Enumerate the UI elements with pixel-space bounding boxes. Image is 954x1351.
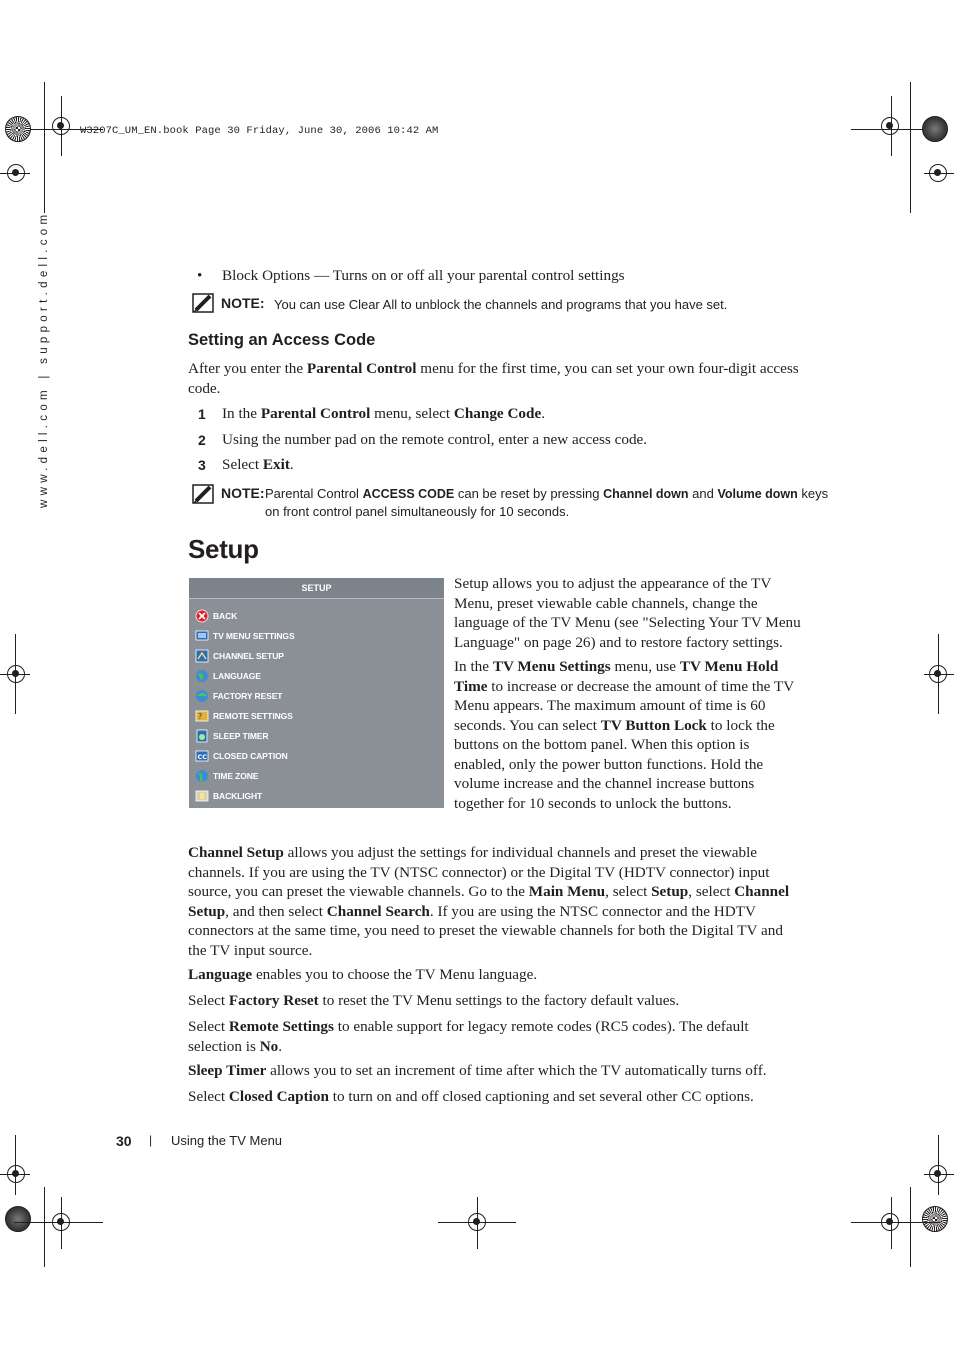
text-span: and xyxy=(688,486,718,501)
text-line: volume increase and the channel increase buttons xyxy=(454,775,755,792)
text-span: can be reset by pressing xyxy=(454,486,604,501)
sleep-timer-paragraph xyxy=(188,1061,767,1081)
bold-term: TV Menu Settings xyxy=(492,658,611,675)
text-span: menu for the first time, you can set your own four-digit access xyxy=(416,360,799,377)
registration-dial-icon xyxy=(922,1206,948,1232)
text-span: menu, select xyxy=(370,405,454,422)
bold-term: Channel xyxy=(734,883,790,900)
menu-item-label: TV MENU SETTINGS xyxy=(213,631,295,641)
text-span: , select xyxy=(605,883,652,900)
text-span: In the xyxy=(454,658,493,675)
registration-dial-icon xyxy=(5,1206,31,1232)
note-text xyxy=(265,485,828,521)
text-line: buttons on the bottom panel. When this option is xyxy=(454,736,750,753)
bold-term: Parental Control xyxy=(260,405,371,422)
print-header-stamp: W3207C_UM_EN.book Page 30 Friday, June 30, 2006 10:42 AM xyxy=(80,125,439,137)
crop-line xyxy=(924,173,954,174)
text-line: Language" on page 26) and to restore factory settings. xyxy=(454,633,783,651)
menu-item-label: REMOTE SETTINGS xyxy=(213,711,293,721)
step-number: 2 xyxy=(198,432,206,448)
text-span: After you enter the xyxy=(188,360,307,377)
registration-target-icon xyxy=(929,665,947,683)
registration-target-icon xyxy=(52,1213,70,1231)
registration-target-icon xyxy=(881,117,899,135)
menu-item-language xyxy=(193,668,441,686)
text-span: . xyxy=(278,1037,283,1055)
section-heading: Setting an Access Code xyxy=(188,331,376,349)
bold-term: Channel Setup xyxy=(188,844,284,861)
text-span: to reset the TV Menu settings to the factory default values. xyxy=(318,992,680,1009)
bold-term: ACCESS CODE xyxy=(362,487,455,501)
text-span: selection is xyxy=(188,1037,260,1055)
footer-section-title: Using the TV Menu xyxy=(171,1133,283,1148)
bold-term: Time xyxy=(454,677,488,695)
bold-term: TV Button Lock xyxy=(600,716,707,734)
registration-target-icon xyxy=(881,1213,899,1231)
registration-target-icon xyxy=(7,1165,25,1183)
text-line: channels. If you are using the TV (NTSC connector) or the Digital TV (HDTV connector) input xyxy=(188,863,770,881)
bullet-term: Block Options xyxy=(222,267,311,284)
crop-line xyxy=(910,82,911,213)
bullet-text: — Turns on or off all your parental control settings xyxy=(310,267,625,284)
note-text: You can use Clear All to unblock the channels and programs that you have set. xyxy=(274,297,728,312)
menu-item-label: CHANNEL SETUP xyxy=(213,651,284,661)
note-pencil-icon xyxy=(192,293,214,313)
text-span: In the xyxy=(222,405,261,422)
registration-target-icon xyxy=(52,117,70,135)
paragraph-intro xyxy=(188,359,799,398)
bold-term: Main Menu xyxy=(528,883,606,900)
note-label: NOTE: xyxy=(221,295,265,311)
channel-icon xyxy=(195,649,209,663)
note-pencil-icon xyxy=(192,484,214,504)
text-span: on front control panel simultaneously for 10 seconds. xyxy=(265,504,570,519)
step-number: 1 xyxy=(198,406,206,422)
text-span: Select xyxy=(222,456,263,473)
menu-item-label: BACKLIGHT xyxy=(213,791,263,801)
footer-separator: | xyxy=(149,1133,153,1147)
menu-item-sleep-timer xyxy=(193,728,441,746)
bullet-item xyxy=(222,266,625,286)
bold-term: Sleep Timer xyxy=(188,1062,267,1079)
closed-caption-paragraph xyxy=(188,1087,754,1107)
registration-target-icon xyxy=(929,1165,947,1183)
page-number: 30 xyxy=(116,1133,132,1149)
crop-line xyxy=(910,1187,911,1267)
bold-term: No xyxy=(259,1037,279,1055)
menu-item-closed-caption xyxy=(193,748,441,766)
tv-menu-icon xyxy=(195,629,209,643)
step-text xyxy=(222,455,294,475)
text-span: code. xyxy=(188,379,221,397)
factory-reset-paragraph xyxy=(188,991,679,1011)
menu-item-channel-setup xyxy=(193,648,441,666)
tv-menu-settings-description xyxy=(454,657,794,813)
reset-icon xyxy=(195,689,209,703)
text-span: Select xyxy=(188,992,229,1009)
note-label: NOTE: xyxy=(221,485,265,501)
backlight-icon xyxy=(195,789,209,803)
registration-target-icon xyxy=(7,665,25,683)
text-line: together for 10 seconds to unlock the buttons. xyxy=(454,794,732,812)
text-span: menu, use xyxy=(610,658,680,675)
registration-dial-icon xyxy=(5,116,31,142)
text-span: keys xyxy=(797,486,829,501)
bold-term: Setup xyxy=(651,883,689,900)
menu-item-label: SLEEP TIMER xyxy=(213,731,269,741)
crop-line xyxy=(44,1187,45,1267)
menu-title: SETUP xyxy=(189,578,444,599)
registration-dial-icon xyxy=(922,116,948,142)
section-heading-setup: Setup xyxy=(188,534,259,564)
text-span: to enable support for legacy remote codes (RC5 codes). The default xyxy=(333,1018,749,1035)
text-span: allows you adjust the settings for individual channels and preset the viewable xyxy=(283,844,758,861)
bold-term: Factory Reset xyxy=(228,992,319,1009)
text-span: to lock the xyxy=(706,716,775,734)
text-span: . If you are using the NTSC connector and the HDTV xyxy=(429,902,756,920)
bold-term: Channel Search xyxy=(326,902,430,920)
text-span: to increase or decrease the amount of time the TV xyxy=(487,677,795,695)
text-span: , and then select xyxy=(225,902,327,920)
bold-term: TV Menu Hold xyxy=(679,658,779,675)
bold-term: Setup xyxy=(188,902,226,920)
menu-item-label: LANGUAGE xyxy=(213,671,261,681)
crop-line xyxy=(0,173,30,174)
menu-item-factory-reset xyxy=(193,688,441,706)
text-line: Menu, preset viewable cable channels, change the xyxy=(454,594,758,612)
bold-term: Change Code xyxy=(453,405,542,422)
bullet-icon: • xyxy=(197,267,203,284)
text-span: source, you can preset the viewable channels. Go to the xyxy=(188,883,529,900)
text-line: the TV input source. xyxy=(188,941,313,959)
bold-term: Closed Caption xyxy=(228,1088,329,1105)
bold-term: Channel down xyxy=(603,487,689,501)
text-span: . xyxy=(289,456,294,473)
setup-menu-screenshot xyxy=(189,578,444,808)
menu-item-remote-settings xyxy=(193,708,441,726)
back-icon xyxy=(195,609,209,623)
globe-icon xyxy=(195,669,209,683)
text-span: Select xyxy=(188,1018,229,1035)
cc-icon xyxy=(195,749,209,763)
timer-icon xyxy=(195,729,209,743)
remote-icon xyxy=(195,709,209,723)
text-line: Menu appears. The maximum amount of time is 60 xyxy=(454,697,766,714)
text-span: Select xyxy=(188,1088,229,1105)
text-span: , select xyxy=(688,883,735,900)
remote-settings-paragraph xyxy=(188,1017,749,1056)
svg-text:CC: CC xyxy=(197,753,208,761)
bold-term: Exit xyxy=(262,456,290,473)
globe-icon xyxy=(195,769,209,783)
text-line: enabled, only the power button functions. Hold the xyxy=(454,755,764,773)
menu-item-label: TIME ZONE xyxy=(213,771,259,781)
text-span: enables you to choose the TV Menu language. xyxy=(252,966,538,983)
text-span: allows you to set an increment of time after which the TV automatically turns off. xyxy=(266,1062,767,1079)
menu-item-backlight xyxy=(193,788,441,806)
text-span: . xyxy=(541,405,546,422)
registration-target-icon xyxy=(468,1213,486,1231)
menu-item-label: CLOSED CAPTION xyxy=(213,751,288,761)
text-line: connectors at the same time, you need to preset the viewable channels for both the Digital TV and xyxy=(188,922,783,939)
menu-item-label: BACK xyxy=(213,611,238,621)
language-paragraph xyxy=(188,965,537,985)
text-line: language of the TV Menu (see "Selecting Your TV Menu xyxy=(454,614,801,631)
crop-line xyxy=(44,82,45,213)
setup-description xyxy=(454,574,801,652)
step-number: 3 xyxy=(198,457,206,473)
channel-setup-paragraph xyxy=(188,843,789,960)
text-span: seconds. You can select xyxy=(454,716,601,734)
bold-term: Language xyxy=(188,966,253,983)
text-span: to turn on and off closed captioning and set several other CC options. xyxy=(328,1088,754,1105)
svg-text:?: ? xyxy=(198,712,203,721)
step-text xyxy=(222,404,545,424)
menu-item-tv-menu-settings xyxy=(193,628,441,646)
text-span: Parental Control xyxy=(265,486,363,501)
bold-term: Volume down xyxy=(717,487,798,501)
bold-term: Parental Control xyxy=(306,360,417,377)
bold-term: Remote Settings xyxy=(228,1018,334,1035)
side-url: www.dell.com | support.dell.com xyxy=(38,210,50,508)
text-line: Setup allows you to adjust the appearance of the TV xyxy=(454,575,772,592)
step-text: Using the number pad on the remote control, enter a new access code. xyxy=(222,431,648,448)
menu-item-time-zone xyxy=(193,768,441,786)
menu-item-back xyxy=(193,608,441,626)
menu-item-label: FACTORY RESET xyxy=(213,691,283,701)
